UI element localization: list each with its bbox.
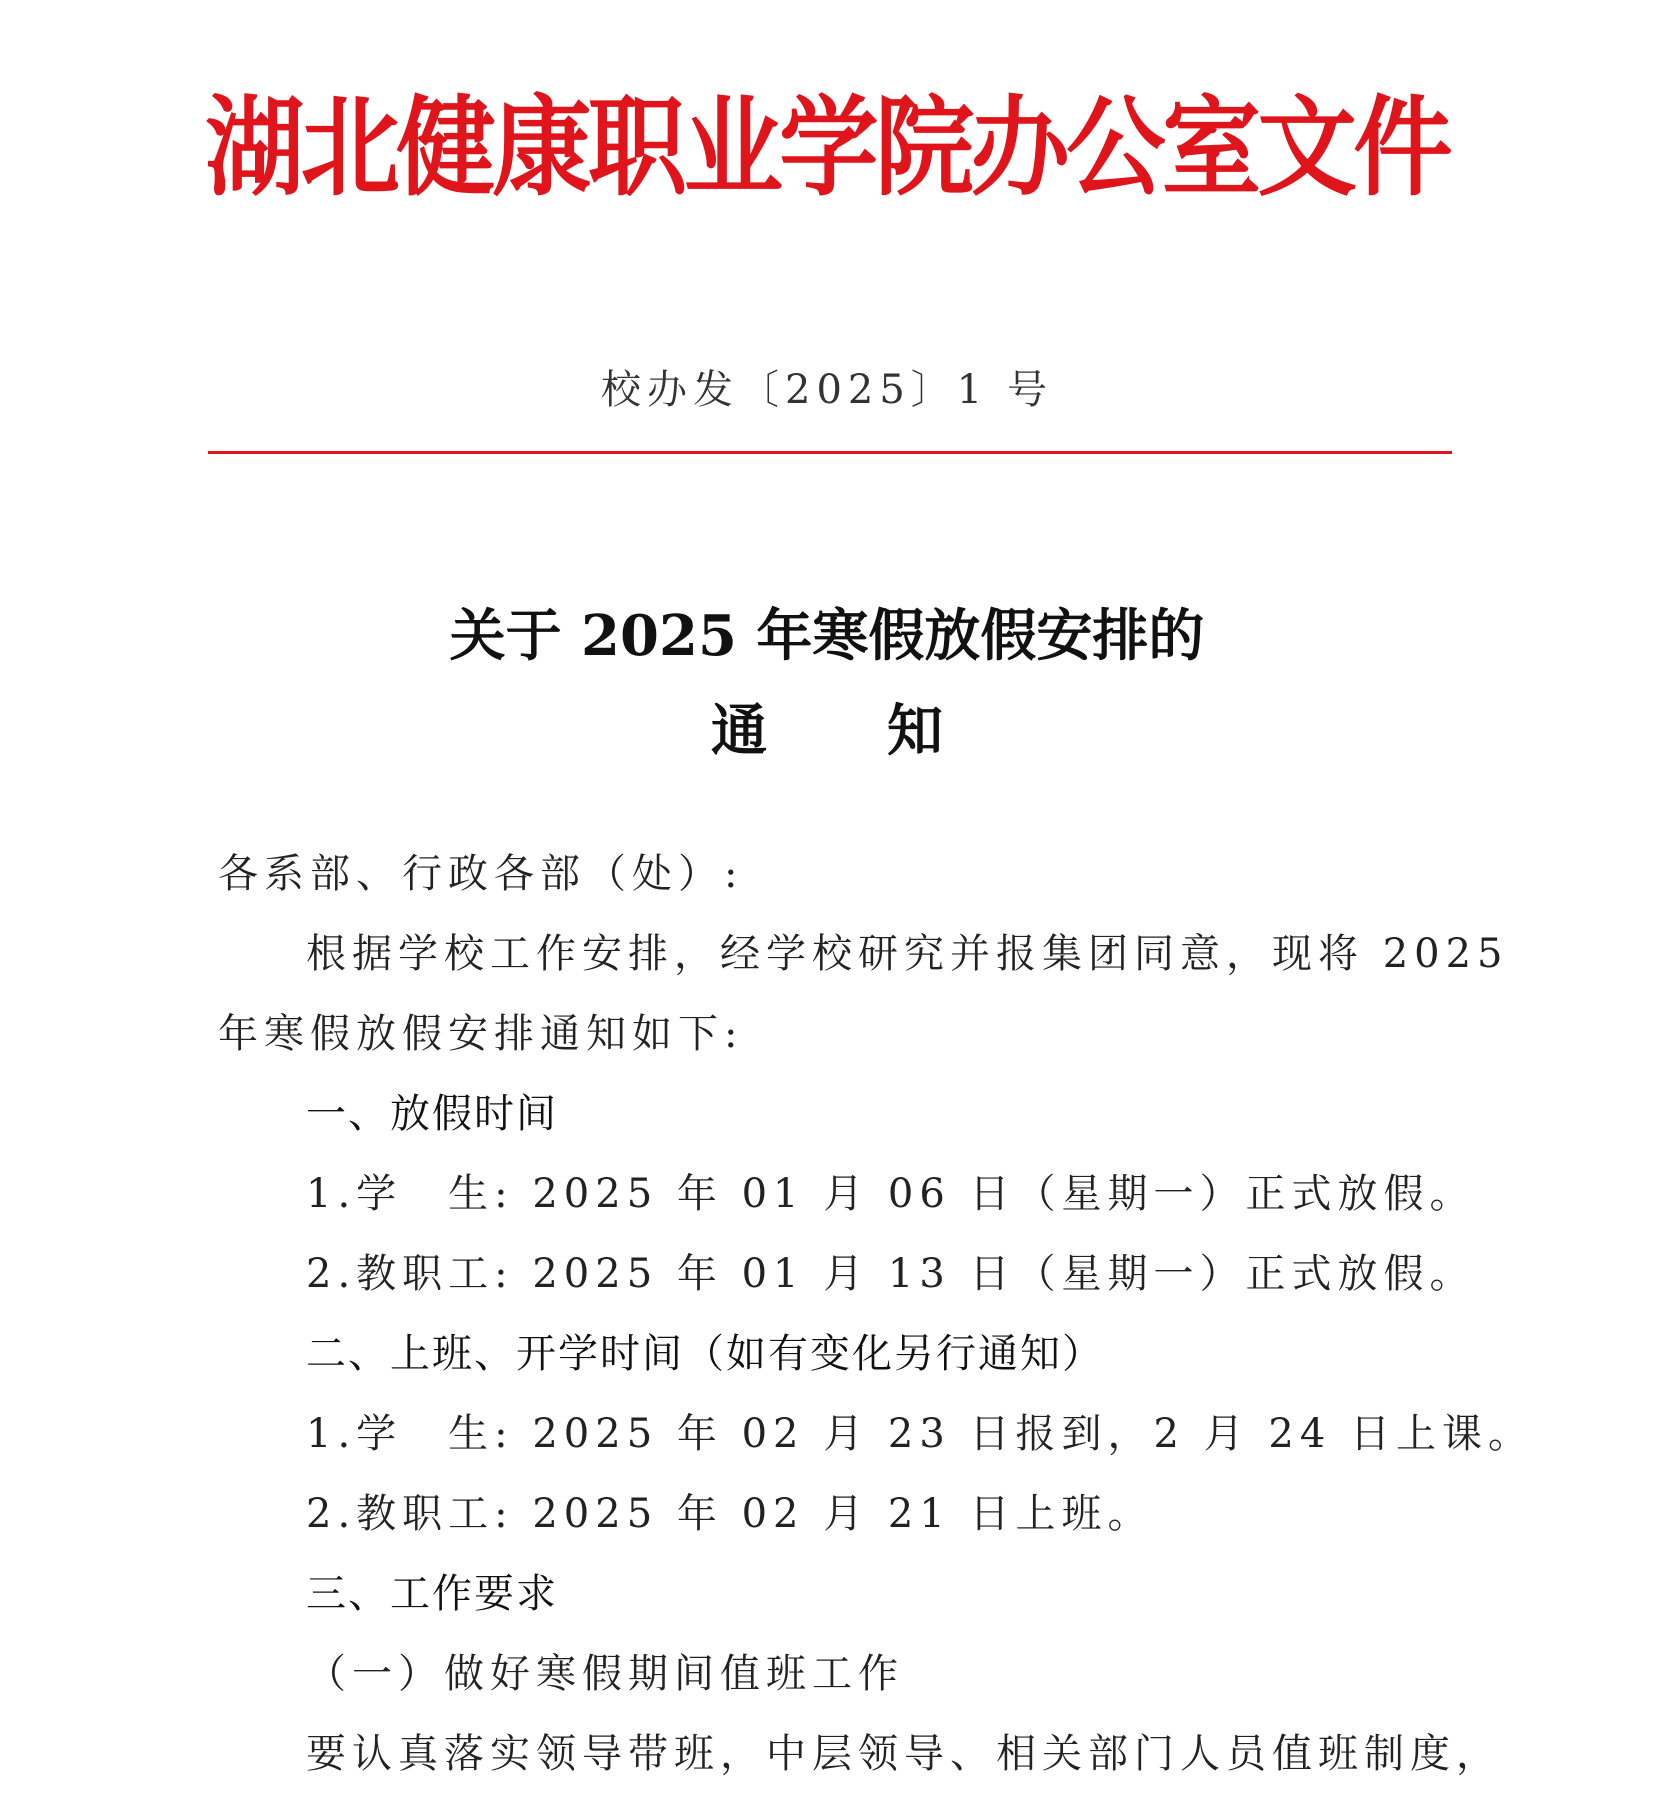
section1-heading: 一、放假时间 bbox=[306, 1091, 558, 1137]
salutation: 各系部、行政各部（处）: bbox=[218, 851, 744, 897]
document-number: 校办发〔2025〕1 号 bbox=[601, 367, 1053, 413]
intro-line2: 年寒假放假安排通知如下: bbox=[218, 1011, 744, 1057]
section3-heading: 三、工作要求 bbox=[306, 1571, 558, 1617]
section3-subheading: （一）做好寒假期间值班工作 bbox=[306, 1651, 904, 1697]
section2-item-2: 2.教职工: 2025 年 02 月 21 日上班。 bbox=[306, 1491, 1154, 1537]
document-title-line1: 关于 2025 年寒假放假安排的 bbox=[449, 603, 1205, 669]
section1-item-1: 1.学 生: 2025 年 01 月 06 日（星期一）正式放假。 bbox=[306, 1171, 1476, 1217]
section2-item-1: 1.学 生: 2025 年 02 月 23 日报到，2 月 24 日上课。 bbox=[306, 1411, 1535, 1457]
section2-heading: 二、上班、开学时间（如有变化另行通知） bbox=[306, 1331, 1104, 1377]
section3-body-line1: 要认真落实领导带班，中层领导、相关部门人员值班制度， bbox=[306, 1731, 1502, 1777]
red-divider-rule bbox=[208, 451, 1452, 454]
intro-line1: 根据学校工作安排，经学校研究并报集团同意，现将 2025 bbox=[306, 931, 1509, 977]
section1-item-2: 2.教职工: 2025 年 01 月 13 日（星期一）正式放假。 bbox=[306, 1251, 1476, 1297]
masthead-title: 湖北健康职业学院办公室文件 bbox=[205, 85, 1449, 211]
document-title-line2: 通知 bbox=[711, 698, 1063, 764]
